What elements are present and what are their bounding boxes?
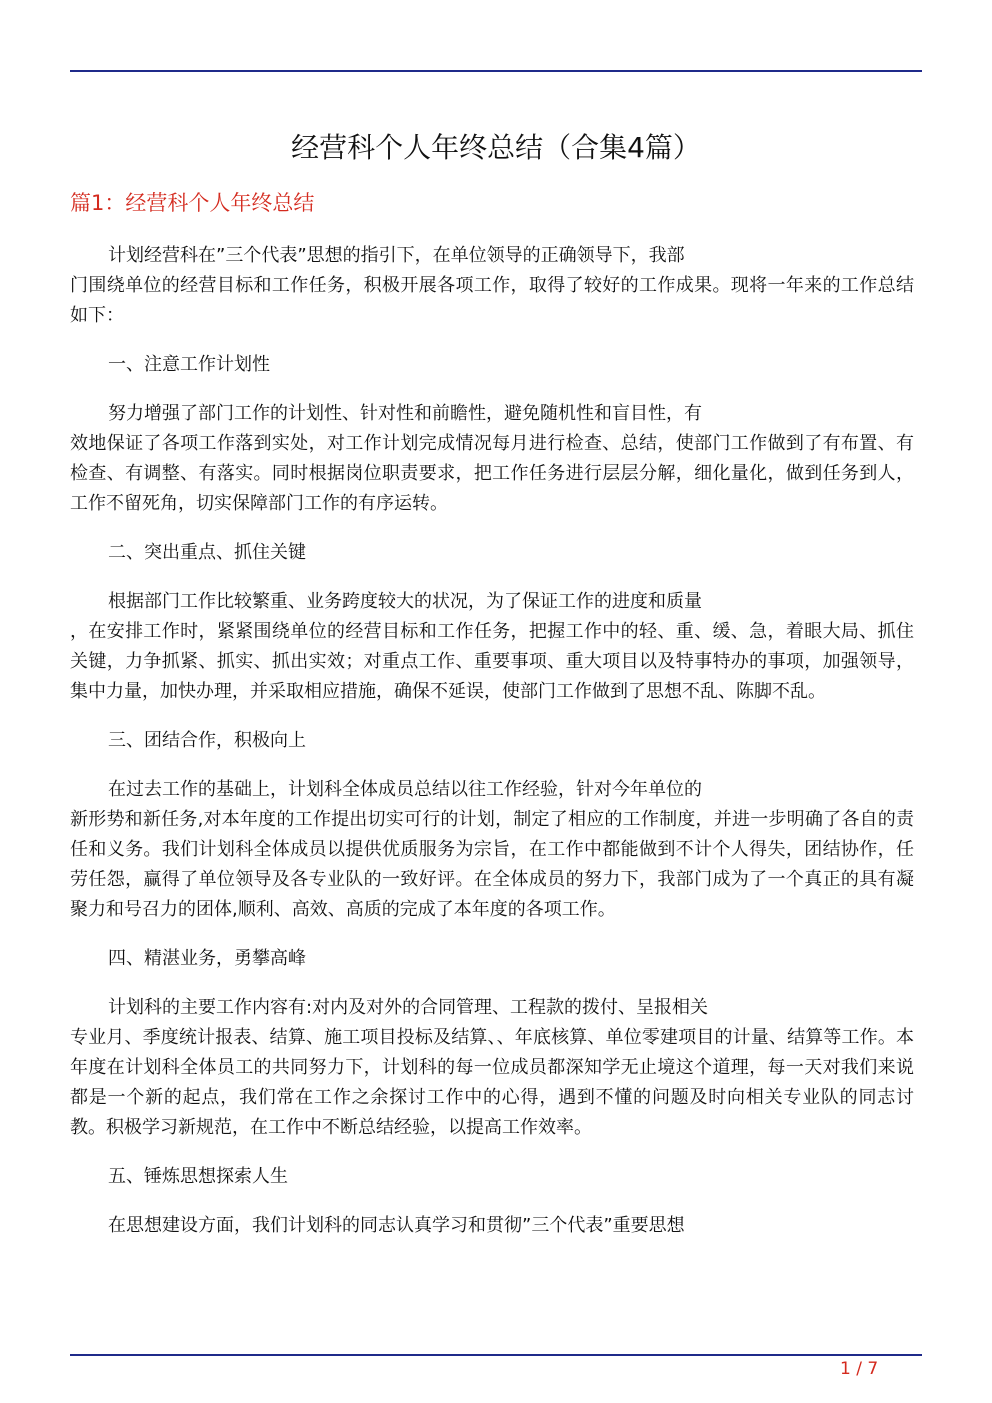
paragraph-first-line: 计划经营科在”三个代表”思想的指引下，在单位领导的正确领导下，我部	[108, 245, 685, 266]
subheading: 五、锤炼思想探索人生	[108, 1166, 288, 1187]
paragraph-first-line: 在思想建设方面，我们计划科的同志认真学习和贯彻”三个代表”重要思想	[108, 1215, 685, 1236]
subheading: 一、注意工作计划性	[108, 354, 270, 375]
paragraph-text: 专业月、季度统计报表、结算、施工项目投标及结算、、年底核算、单位零建项目的计量、结算等工作。本年度在计划科全体员工的共同努力下，计划科的每一位成员都深知学无止境这个道理，每一天对我们来说都是一个新的起点，我们常在工作之余探讨工作中的心得，遇到不懂的问题及时向相关专业队的同志讨教。积极学习新规范，在工作中不断总结经验，以提高工作效率。	[70, 1027, 914, 1138]
paragraph-text: 新形势和新任务,对本年度的工作提出切实可行的计划，制定了相应的工作制度，并进一步明确了各自的责任和义务。我们计划科全体成员以提供优质服务为宗旨，在工作中都能做到不计个人得失，团结协作，任劳任怨，赢得了单位领导及各专业队的一致好评。在全体成员的努力下，我部门成为了一个真正的具有凝聚力和号召力的团体,顺利、高效、高质的完成了本年度的各项工作。	[70, 809, 914, 920]
paragraph	[70, 993, 914, 1143]
header-rule	[70, 70, 922, 72]
subheading: 二、突出重点、抓住关键	[108, 542, 306, 563]
paragraph-first-line: 根据部门工作比较繁重、业务跨度较大的状况，为了保证工作的进度和质量	[108, 591, 702, 612]
paragraph	[70, 1211, 914, 1241]
page-number: 1 / 7	[840, 1359, 879, 1379]
footer-rule	[70, 1354, 922, 1356]
paragraph	[70, 399, 914, 519]
paragraph-first-line: 计划科的主要工作内容有:对内及对外的合同管理、工程款的拨付、呈报相关	[108, 997, 709, 1018]
paragraph-first-line: 努力增强了部门工作的计划性、针对性和前瞻性，避免随机性和盲目性，有	[108, 403, 702, 424]
paragraph-text: ，在安排工作时，紧紧围绕单位的经营目标和工作任务，把握工作中的轻、重、缓、急，着眼大局、抓住关键，力争抓紧、抓实、抓出实效；对重点工作、重要事项、重大项目以及特事特办的事项，加强领导，集中力量，加快办理，并采取相应措施，确保不延误，使部门工作做到了思想不乱、陈脚不乱。	[70, 621, 914, 702]
paragraph-first-line: 在过去工作的基础上，计划科全体成员总结以往工作经验，针对今年单位的	[108, 779, 702, 800]
paragraph-text: 门围绕单位的经营目标和工作任务，积极开展各项工作，取得了较好的工作成果。现将一年来的工作总结如下：	[70, 275, 914, 326]
paragraph	[70, 241, 914, 331]
subheading: 三、团结合作，积极向上	[108, 730, 306, 751]
paragraph	[70, 587, 914, 707]
subheading: 四、精湛业务，勇攀高峰	[108, 948, 306, 969]
document-title: 经营科个人年终总结（合集4篇）	[291, 131, 701, 164]
paragraph-text: 效地保证了各项工作落到实处，对工作计划完成情况每月进行检查、总结，使部门工作做到了有布置、有检查、有调整、有落实。同时根据岗位职责要求，把工作任务进行层层分解，细化量化，做到任务到人，工作不留死角，切实保障部门工作的有序运转。	[70, 433, 914, 514]
paragraph	[70, 775, 914, 925]
section-heading: 篇1：经营科个人年终总结	[70, 191, 315, 215]
document-body	[70, 241, 914, 1260]
